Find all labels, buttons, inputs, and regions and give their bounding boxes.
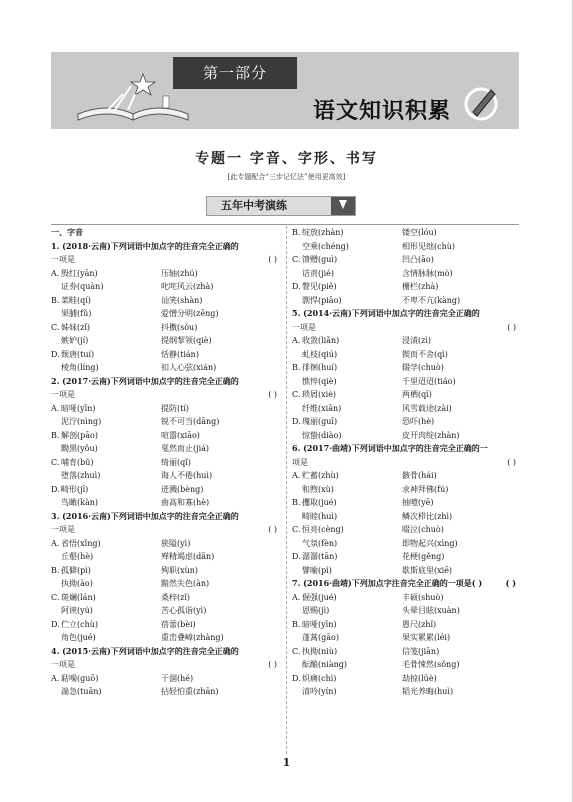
q6-option: C. 恒亮(cèng) 啜泣(chuò) [292,525,444,534]
q7-option: 恩赐(jì) 头晕目眩(xuàn) [302,606,460,615]
question-6-line1: 6. (2017·曲靖)下列词语中加点字的注音完全正确的一 [292,443,488,453]
question-2-line1: 2. (2017·云南)下列词语中加点字的注音完全正确的 [51,375,239,386]
q6-option: 气氛(fèn) 即物起兴(xìng) [302,538,458,548]
page-number: 1 [282,756,291,769]
column-divider [286,226,287,754]
q4-option: 空乘(chéng) 相形见绌(chù) [302,241,456,251]
q4-option: D. 瞥见(piě) 栅栏(zhà) [292,282,439,291]
q1-option: 果脯(fǔ) 爱憎分明(zēng) [61,309,219,318]
q5-option: D. 瑰丽(guī) 恐吓(hè) [292,417,435,426]
part-label: 第一部分 [173,57,297,89]
q6-option: 和煦(xù) 求神拜佛(fú) [302,484,449,494]
topic-title: 专题一 字音、字形、书写 [195,151,378,167]
pencil-icon [461,82,501,122]
q4-option: 剽悍(piāo) 不卑不亢(kàng) [302,295,461,305]
q5-option: 纤维(xiān) 风雪载途(zài) [302,403,452,413]
question-5-line1: 5. (2014·云南)下列词语中加点字的注音完全正确的 [292,308,480,318]
q7-option: 清吟(yín) 韬光养晦(huì) [302,687,454,696]
q7-option: 酝酿(niàng) 毛骨悚然(sǒng) [302,660,460,669]
q1-option: 证券(quàn) 叱咤风云(zhà) [61,282,214,291]
q3-option: 阿谀(yú) 苦心孤诣(yì) [61,606,207,615]
q6-option: A. 贮蓄(zhù) 骸骨(hái) [292,471,437,480]
q3-option: 丘壑(hè) 殚精竭虑(dān) [61,552,215,561]
five-year-exam-button[interactable] [206,196,356,216]
question-1-line2: 一项是 ( ) [51,255,277,264]
q4-option: A. 聒噪(guō) 干涸(hé) [51,673,194,683]
q3-option: 角色(jué) 重峦叠嶂(zhàng) [61,633,224,642]
topic-note: [此专题配合“三步记忆法”使用更高效] [227,173,346,181]
q3-option: B. 孤僻(pì) 殉职(xùn) [51,565,199,575]
q2-option: D. 畸形(jī) 迸溅(bèng) [51,484,204,494]
q5-option: B. 徘徊(huí) 辍学(chuò) [292,363,444,372]
q6-option: 畸睦(huì) 鳞次栉比(zhì) [302,511,453,521]
q1-option: 嫉妒(jí) 提纲挈领(qiè) [61,336,212,345]
q1-option: C. 姊妹(zǐ) 抖擞(sǒu) [51,322,198,332]
q1-option: B. 菜畦(qí) 讪笑(shàn) [51,295,203,305]
header-banner [51,52,519,129]
q4-option: 湍急(tuān) 拈轻怕重(zhān) [61,687,219,696]
q3-option: D. 伫立(chù) 蓓蕾(bèi) [51,619,196,629]
q3-option: 执拗(ào) 黯然失色(àn) [61,579,210,588]
q1-option: D. 颓唐(tuí) 恬静(tián) [51,349,199,359]
question-3-line1: 3. (2016·云南)下列词语中加点字的注音完全正确的 [51,510,239,521]
q4-option: C. 馈赠(guì) 凹凸(āo) [292,255,434,264]
q5-option: C. 琐屑(xiè) 两栖(qī) [292,390,432,399]
question-1-line1: 1. (2018·云南)下列词语中加点字的注音完全正确的 [51,240,239,251]
q7-option: B. 暗哑(yīn) 愚尺(zhǐ) [292,619,437,629]
q1-option: A. 殷红(yān) 压轴(zhú) [51,268,198,278]
q5-option: A. 收敛(liǎn) 浸渍(zì) [292,336,432,345]
q5-option: 憔悴(qiè) 千里迢迢(tiáo) [302,376,456,386]
section-title: 语文知识积累 [312,99,451,124]
q4-option: 诘责(jié) 含情脉脉(mò) [302,268,453,278]
q2-option: C. 哺育(bǔ) 绮丽(qǐ) [51,457,191,467]
q2-option: 泥泞(nìng) 锐不可当(dāng) [61,417,220,426]
q5-option: 惊蛰(diào) 皮开肉绽(zhàn) [302,430,460,440]
question-4-line1: 4. (2015·云南)下列词语中加点字的注音完全正确的 [51,645,239,656]
right-column [292,226,520,699]
arrow-down-icon [331,197,355,215]
q2-option: 黝黑(yǒu) 戛然而止(jiá) [61,444,210,453]
q3-option: C. 斑斓(lán) 桑梓(zǐ) [51,592,191,602]
header-divider [51,224,519,225]
question-4-line2: 一项是 ( ) [51,660,277,669]
q7-option: 蓬蒿(gāo) 果实累累(léi) [302,633,451,642]
question-3-line2: 一项是 ( ) [51,525,277,534]
left-column [51,226,281,699]
question-5-line2: 一项是 ( ) [292,322,516,332]
q6-option: D. 潺潺(tān) 花梗(gěng) [292,552,445,561]
q5-option: 虬枝(qiú) 锲而不舍(qì) [302,349,448,359]
q3-option: A. 省悟(xǐng) 狭隘(yì) [51,538,191,548]
q7-option: D. 炽痛(chì) 劫掠(lüè) [292,673,437,683]
q7-option: C. 执拗(niù) 信笺(jiān) [292,646,440,656]
q1-option: 棱角(líng) 扣人心弦(xián) [61,363,217,372]
question-6-line2: 项是 ( ) [292,457,516,467]
heading-zi-yin: 一、字音 [51,227,83,237]
q2-option: A. 暗哑(yīn) 提防(tí) [51,403,190,413]
question-2-line2: 一项是 ( ) [51,390,277,399]
q6-option: 譬喻(pì) 歇斯底里(xiē) [302,565,453,575]
q4-option: B. 绽放(zhàn) 镂空(lóu) [292,228,437,237]
five-year-exam-label: 五年中考演练 [221,199,287,212]
q2-option: 堕落(zhuì) 诲人不倦(huì) [61,471,213,480]
q6-option: B. 攫取(jué) 抽噎(yē) [292,498,434,507]
q2-option: B. 解剖(pāo) 喧嚣(xiāo) [51,430,200,440]
q2-option: 鸟瞰(kàn) 曲高和寡(hè) [61,498,210,507]
q7-option: A. 倔强(jué) 丰硕(shuò) [292,592,444,602]
question-7-line1: 7. (2016·曲靖)下列加点字注音完全正确的一项是( ) ( ) [292,578,516,588]
